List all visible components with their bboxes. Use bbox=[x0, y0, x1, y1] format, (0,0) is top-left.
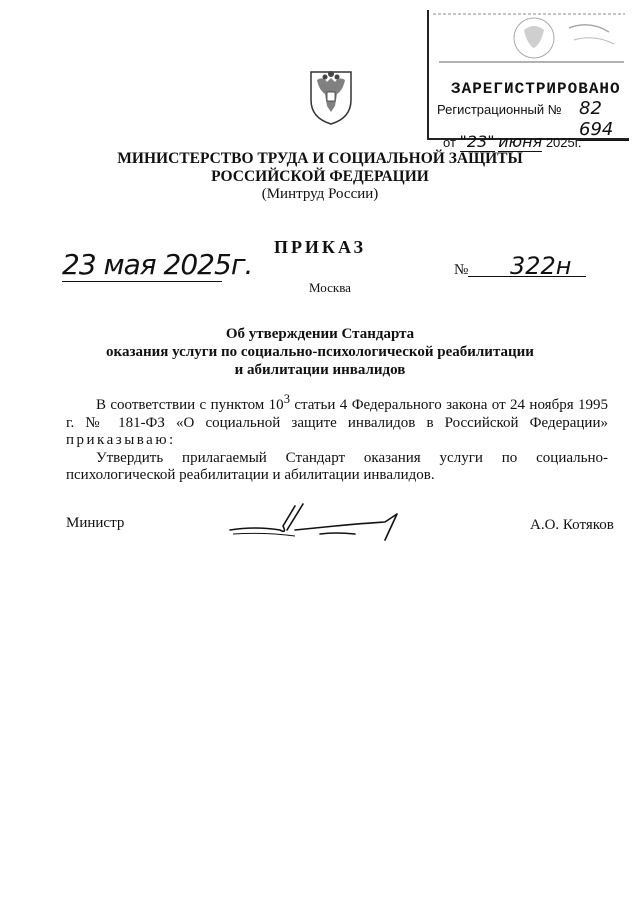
ministry-line-2: РОССИЙСКОЙ ФЕДЕРАЦИИ bbox=[211, 168, 429, 185]
signer-name: А.О. Котяков bbox=[530, 517, 614, 533]
stamp-date-prefix: от bbox=[443, 135, 456, 150]
body-p1-middle: статьи 4 Федерального закона от 24 ноября 1995 г. № 181-ФЗ «О социальной защите инвалидов в Российской Федерации» bbox=[66, 397, 608, 431]
subject-line-3: и абилитации инвалидов bbox=[234, 362, 406, 378]
document-type-title: ПРИКАЗ bbox=[273, 237, 367, 257]
stamp-reg-number: 82 694 bbox=[579, 98, 629, 141]
ministry-name bbox=[0, 150, 640, 186]
ministry-short-name: (Минтруд России) bbox=[261, 186, 379, 202]
stamp-seal-area bbox=[429, 10, 629, 68]
order-number: 322н bbox=[510, 252, 572, 280]
body-p1-order-word: приказываю: bbox=[66, 432, 176, 448]
registration-stamp bbox=[427, 10, 629, 151]
order-number-label: № bbox=[454, 262, 469, 278]
body-p1-start: В соответствии с пунктом 10 bbox=[96, 397, 284, 413]
order-body bbox=[66, 391, 608, 485]
body-paragraph-2: Утвердить прилагаемый Стандарт оказания услуги по социально-психологической реабилитации и абилитации инвалидов. bbox=[66, 449, 608, 483]
order-date: 23 мая 2025г. bbox=[62, 248, 253, 281]
subject-line-2: оказания услуги по социально-психологической реабилитации bbox=[106, 344, 534, 360]
stamp-reg-label: Регистрационный № bbox=[437, 102, 562, 117]
stamp-date-year: 2025г. bbox=[545, 135, 582, 150]
subject-line-1: Об утверждении Стандарта bbox=[225, 326, 415, 342]
stamp-date bbox=[443, 132, 582, 151]
stamp-date-month: июня bbox=[498, 132, 543, 151]
signer-position: Министр bbox=[66, 515, 125, 531]
body-p1-superscript: 3 bbox=[283, 392, 290, 406]
order-subject bbox=[0, 325, 640, 379]
ministry-line-1: МИНИСТЕРСТВО ТРУДА И СОЦИАЛЬНОЙ ЗАЩИТЫ bbox=[117, 150, 523, 167]
city: Москва bbox=[309, 280, 351, 295]
coat-of-arms-emblem bbox=[303, 66, 359, 126]
body-paragraph-1 bbox=[66, 391, 608, 450]
stamp-title: ЗАРЕГИСТРИРОВАНО bbox=[451, 80, 621, 98]
handwritten-signature bbox=[225, 500, 415, 550]
stamp-date-day: "23" bbox=[459, 132, 495, 151]
